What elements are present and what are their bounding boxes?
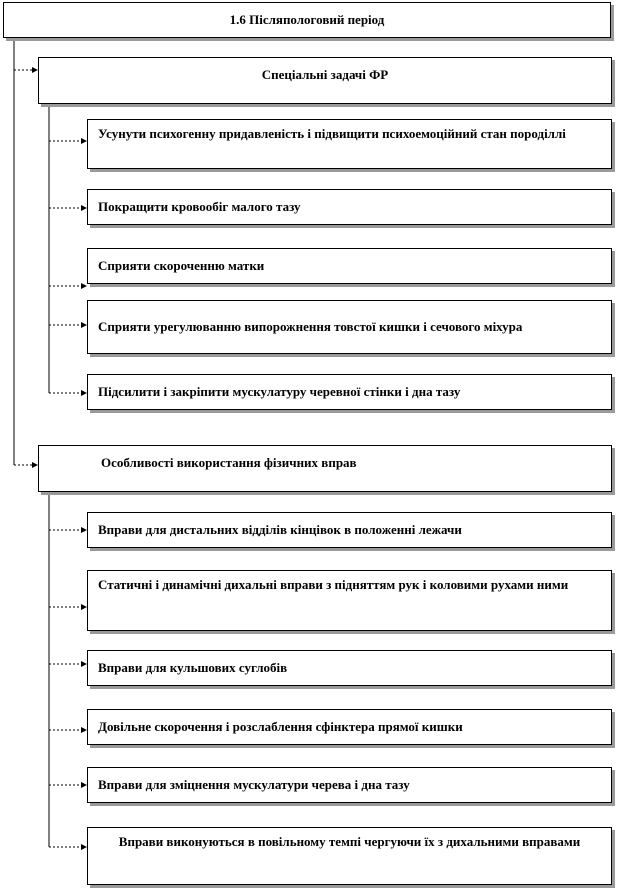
exercise-item xyxy=(87,827,612,885)
section-header-label: Спеціальні задачі ФР xyxy=(261,67,389,82)
exercise-item-label: Статичні і динамічні дихальні вправи з підняттям рук і коловими рухами ними xyxy=(98,577,569,592)
exercise-item-label: Вправи для зміцнення мускулатури черева і дна тазу xyxy=(98,777,410,792)
exercise-item xyxy=(87,650,612,686)
exercise-item-label: Вправи для кульшових суглобів xyxy=(98,660,288,675)
task-item-label: Сприяти урегулюванню випорожнення товстої кишки і сечового міхура xyxy=(98,319,523,334)
diagram-title: 1.6 Післяпологовий період xyxy=(229,12,385,27)
exercise-item xyxy=(87,570,612,631)
task-item xyxy=(87,248,612,284)
task-item xyxy=(87,300,612,354)
task-item-label: Сприяти скороченню матки xyxy=(98,258,265,273)
exercise-item-label: Вправи для дистальних відділів кінцівок в положенні лежачи xyxy=(98,522,462,537)
exercise-item xyxy=(87,709,612,745)
exercise-item xyxy=(87,512,612,548)
task-item-label: Підсилити і закріпити мускулатуру черевної стінки і дна тазу xyxy=(98,384,461,399)
exercise-item-label: Вправи виконуються в повільному темпі чергуючи їх з дихальними вправами xyxy=(118,834,581,849)
task-item xyxy=(87,374,612,410)
task-item xyxy=(87,119,612,169)
diagram-title-box xyxy=(3,2,611,38)
task-item-label: Покращити кровообіг малого тазу xyxy=(98,199,301,214)
task-item-label: Усунути психогенну придавленість і підвищити психоемоційний стан породіллі xyxy=(98,126,566,141)
section-header-exercise-features xyxy=(38,445,612,492)
exercise-item-label: Довільне скорочення і розслаблення сфінктера прямої кишки xyxy=(98,719,463,734)
exercise-item xyxy=(87,767,612,803)
task-item xyxy=(87,189,612,225)
section-header-special-tasks xyxy=(38,57,612,104)
section-header-label: Особливості використання фізичних вправ xyxy=(101,455,357,470)
